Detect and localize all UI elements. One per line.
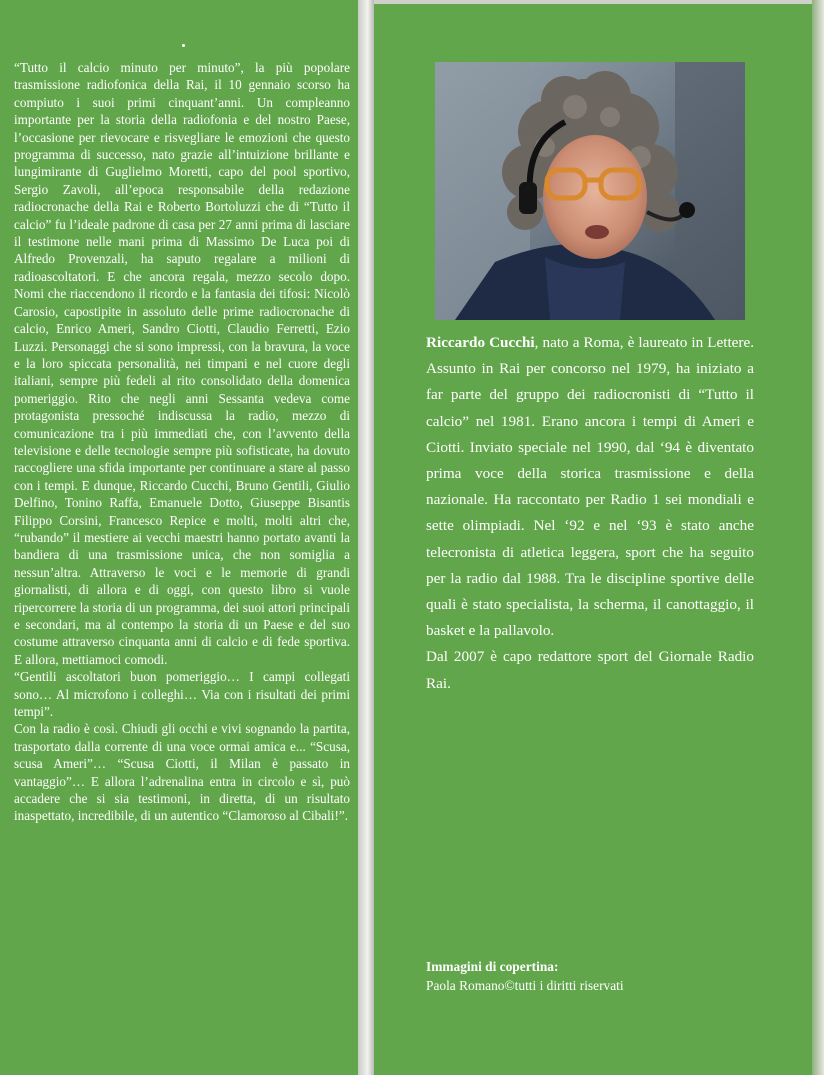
bio-paragraph-2: Dal 2007 è capo redattore sport del Giornale Radio Rai. xyxy=(426,648,754,692)
spine-gap xyxy=(358,0,374,1075)
left-flap-text xyxy=(14,59,350,825)
left-paragraph-2: “Gentili ascoltatori buon pomeriggio… I campi collegati sono… Al microfono i colleghi… Via con i risultati dei primi tempi”. xyxy=(14,669,350,720)
author-bio xyxy=(426,330,754,697)
author-portrait xyxy=(435,62,745,320)
left-flap xyxy=(0,0,358,1075)
credits-text: Paola Romano©tutti i diritti riservati xyxy=(426,978,624,993)
left-paragraph-1: “Tutto il calcio minuto per minuto”, la più popolare trasmissione radiofonica della Rai, il 10 gennaio scorso ha compiuto i suoi primi cinquant’anni. Un compleanno importante per la storia della radiofonia e del nostro Paese, l’occasione per rievocare e risvegliare le emozioni che questo programma di successo, nato grazie all’intuizione brillante e lungimirante di Guglielmo Moretti, capo del pool sportivo, Sergio Zavoli, all’epoca responsabile della redazione radiocronache della Rai e Roberto Bortoluzzi che di “Tutto il calcio” fu l’ideale padrone di casa per 27 anni prima di lasciare il testimone nelle mani prima di Massimo De Luca poi di Alfredo Provenzali, ha saputo regalare a milioni di radioascoltatori. E che ancora regala, mezzo secolo dopo. Nomi che riaccendono il ricordo e la fantasia dei tifosi: Nicolò Carosio, capostipite in assoluto delle prime radiocronache di calcio, Enrico Ameri, Sandro Ciotti, Claudio Ferretti, Ezio Luzzi. Personaggi che si sono impressi, con la bravura, la voce e la loro spiccata personalità, nei timpani e nel cuore degli italiani, sempre più fedeli al rito consolidato della domenica pomeriggio. Rito che negli anni Sessanta vedeva come protagonista pressoché indiscussa la radio, mezzo di comunicazione tra i più immediati che, con l’avvento della televisione e delle tecnologie sempre più sofisticate, ha dovuto raccogliere una sfida importante per continuare a stare al passo con i tempi. E dunque, Riccardo Cucchi, Bruno Gentili, Giulio Delfino, Tonino Raffa, Emanuele Dotto, Giuseppe Bisantis Filippo Corsini, Francesco Repice e molti, molti altri che, “rubando” il mestiere ai vecchi maestri hanno portato avanti la bandiera di una trasmissione unica, che non somiglia a nessun’altra. Attraverso le voci e le memorie di grandi giornalisti, di allora e di oggi, con questo libro si vuole ripercorrere la storia di un programma, dei suoi attori principali e secondari, ma al contempo la storia di un Paese e del suo costume attraverso cinquanta anni di calcio e di fede sportiva. E allora, mettiamoci comodi. xyxy=(14,60,350,667)
bio-text: , nato a Roma, è laureato in Lettere. Assunto in Rai per concorso nel 1979, ha iniziato a far parte del gruppo dei radiocronisti di “Tutto il calcio” nel 1981. Erano ancora i tempi di Ameri e Ciotti. Inviato speciale nel 1990, dal ‘94 è diventato prima voce della storica trasmissione e della nazionale. Ha raccontato per Radio 1 sei mondiali e sette olimpiadi. Nel ‘92 e nel ‘93 è stato anche telecronista di atletica leggera, sport che ha seguito per la radio dal 1988. Tra le discipline sportive delle quali è stato specialista, la scherma, il canottaggio, il basket e la pallavolo. xyxy=(426,334,754,640)
left-paragraph-3: Con la radio è così. Chiudi gli occhi e vivi sognando la partita, trasportato dalla corrente di una voce ormai amica e... “Scusa, scusa Ameri”… “Scusa Ciotti, il Milan è passato in vantaggio”… E allora l’adrenalina entra in circolo e sì, può accadere che si sia testimoni, in diretta, di un risultato inaspettato, incredibile, di un autentico “Clamoroso al Cibali!”. xyxy=(14,721,350,824)
cover-credits xyxy=(426,957,756,995)
fold-mark xyxy=(182,44,185,47)
bio-paragraph xyxy=(426,330,754,644)
author-name: Riccardo Cucchi xyxy=(426,334,535,351)
credits-heading: Immagini di copertina: xyxy=(426,959,559,974)
right-edge xyxy=(812,0,824,1075)
